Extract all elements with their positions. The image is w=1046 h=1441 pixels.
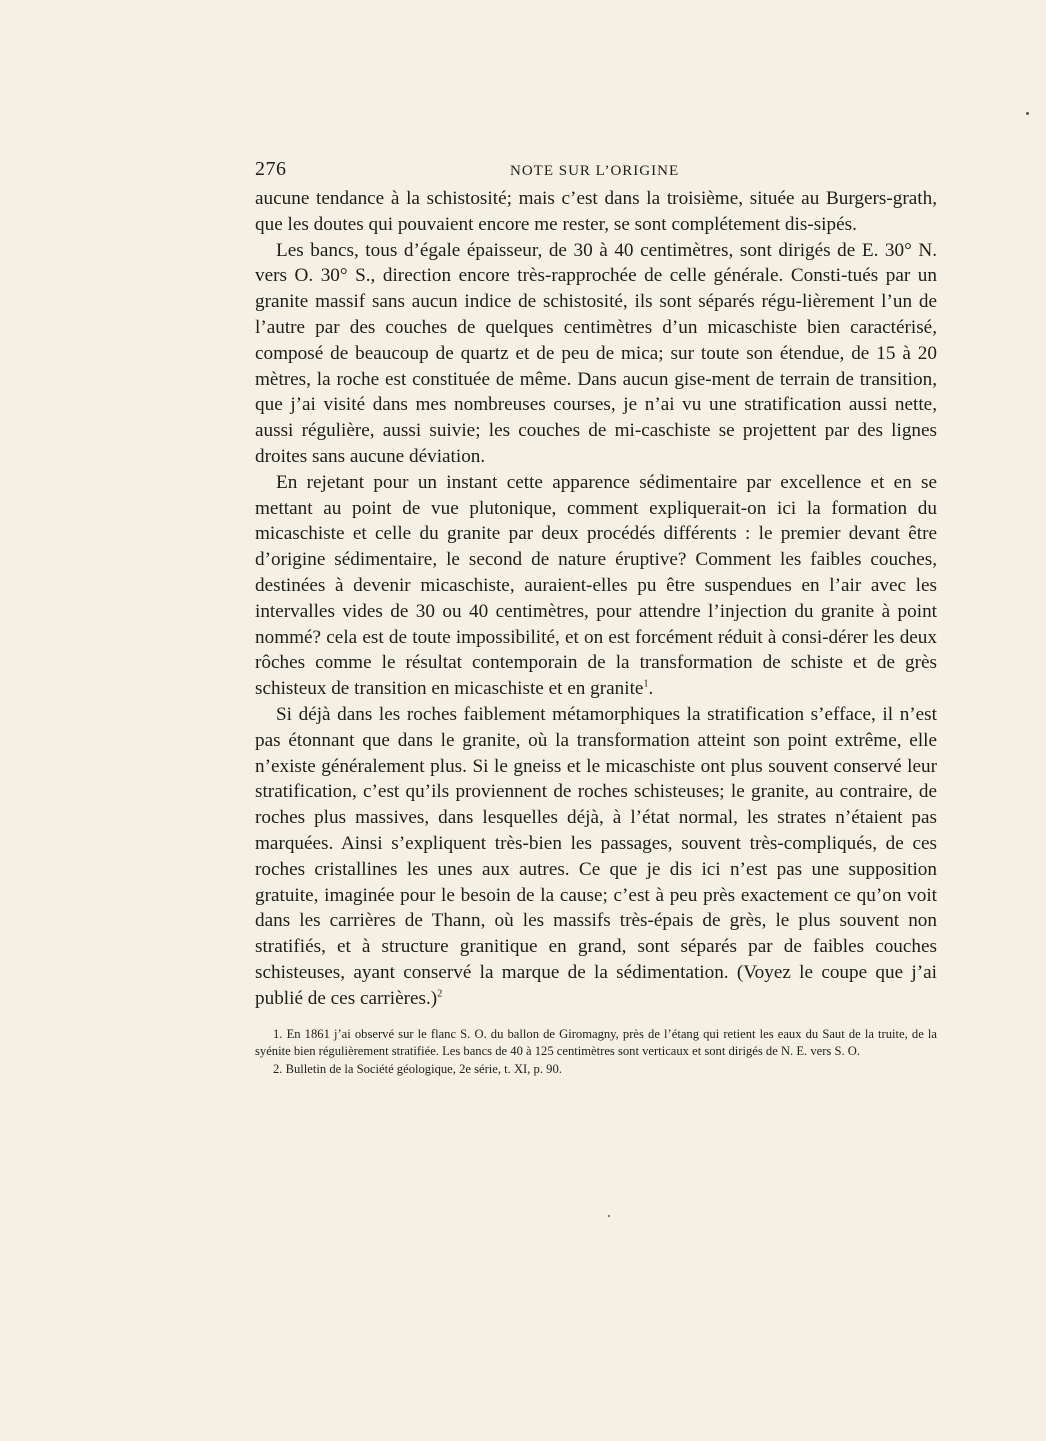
- page-header: [255, 158, 937, 186]
- paragraph-2: Les bancs, tous d’égale épaisseur, de 30 à 40 centimètres, sont dirigés de E. 30° N. vers O. 30° S., direction encore très-rapprochée de celle générale. Consti-tués par un granite massif sans aucun indice de schistosité, ils sont séparés régu-lièrement l’un de l’autre par des couches de quelques centimètres d’un micaschiste bien caractérisé, composé de beaucoup de quartz et de peu de mica; sur toute son étendue, de 15 à 20 mètres, la roche est constituée de même. Dans aucun gise-ment de terrain de transition, que j’ai visité dans mes nombreuses courses, je n’ai vu une stratification aussi nette, aussi régulière, aussi suivie; les couches de mi-caschiste se projettent par des lignes droites sans aucune déviation.: [255, 239, 937, 467]
- running-title: NOTE SUR L’ORIGINE: [510, 163, 680, 179]
- body-text: [255, 186, 937, 1012]
- footnote-1: 1. En 1861 j’ai observé sur le flanc S. O. du ballon de Giromagny, près de l’étang qui retient les eaux du Saut de la truite, de la syénite bien régulièrement stratifiée. Les bancs de 40 à 125 centimètres sont verticaux et sont dirigés de N. E. vers S. O.: [255, 1026, 937, 1059]
- paragraph-3: [255, 470, 937, 702]
- paragraph-1: aucune tendance à la schistosité; mais c’est dans la troisième, située au Burgers-grath, que les doutes qui pouvaient encore me rester, se sont complétement dis-sipés.: [255, 188, 937, 235]
- footnote-2: 2. Bulletin de la Société géologique, 2e série, t. XI, p. 90.: [273, 1061, 562, 1076]
- paragraph-3-end: .: [648, 678, 654, 700]
- footnote-ref-1: 1: [643, 678, 649, 690]
- footnotes: [255, 1026, 937, 1079]
- footnote-ref-2: 2: [437, 988, 443, 1000]
- paper-speck: [608, 1215, 610, 1217]
- paragraph-3-text: En rejetant pour un instant cette apparence sédimentaire par excellence et en se mettant au point de vue plutonique, comment expliquerait-on ici la formation du micaschiste et celle du granite par deux procédés différents : le premier devant être d’origine sédimentaire, le second de nature éruptive? Comment les faibles couches, destinées à devenir micaschiste, auraient-elles pu être suspendues en l’air avec les intervalles vides de 30 ou 40 centimètres, pour attendre l’injection du granite à point nommé? cela est de toute impossibilité, et on est forcément réduit à consi-dérer les deux rôches comme le résultat contemporain de la transformation de schiste et de grès schisteux de transition en micaschiste et en granite: [255, 471, 937, 700]
- page: [255, 158, 937, 1078]
- paragraph-4: [255, 702, 937, 1012]
- paragraph-4-text: Si déjà dans les roches faiblement métamorphiques la stratification s’efface, il n’est pas étonnant que dans le granite, où la transformation atteint son point extrême, elle n’existe généralement plus. Si le gneiss et le micaschiste ont plus souvent conservé leur stratification, c’est qu’ils proviennent de roches schisteuses; le granite, au contraire, de roches plus massives, dans lesquelles déjà, à l’état normal, les strates n’étaient pas marquées. Ainsi s’expliquent très-bien les passages, souvent très-compliqués, de ces roches cristallines les unes aux autres. Ce que je dis ici n’est pas une supposition gratuite, imaginée pour le besoin de la cause; c’est à peu près exactement ce qu’on voit dans les carrières de Thann, où les massifs très-épais de grès, le plus souvent non stratifiés, et à structure granitique en grand, sont séparés par de faibles couches schisteuses, ayant conservé la marque de la sédimentation. (Voyez le coupe que j’ai publié de ces carrières.): [255, 703, 937, 1009]
- page-number: 276: [255, 158, 287, 180]
- paper-speck: [1026, 112, 1029, 115]
